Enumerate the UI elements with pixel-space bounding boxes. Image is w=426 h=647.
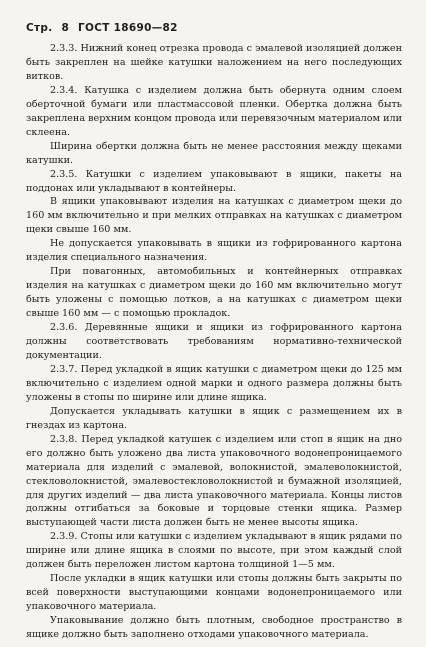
standard-designation: ГОСТ 18690—82 xyxy=(78,22,178,34)
paragraph: Допускается укладывать катушки в ящик с размещением их в гнездах из картона. xyxy=(26,405,402,431)
paragraph: 2.3.3. Нижний конец отрезка провода с эмалевой изоляцией должен быть закреплен на шейке катушки наложением на него последующих витков. xyxy=(26,43,402,82)
page-prefix: Стр. xyxy=(26,22,53,34)
paragraph: Не допускается упаковывать в ящики из гофрированного картона изделия специального назначения. xyxy=(26,238,402,264)
paragraph: Ширина обертки должна быть не менее расстояния между щеками катушки. xyxy=(26,140,402,166)
paragraph: 2.3.9. Стопы или катушки с изделием укладывают в ящик рядами по ширине или длине ящика в слоями по высоте, при этом каждый слой должен быть переложен листом картона толщиной 1—5 мм. xyxy=(26,531,402,571)
paragraph: При повагонных, автомобильных и контейнерных отправках изделия на катушках с диаметром щеки до 160 мм включительно могут быть уложены с помощью лотков, а на катушках с диаметром щеки свыше 160 мм — с помощью прокладок. xyxy=(26,266,402,320)
paragraph: В ящики упаковывают изделия на катушках с диаметром щеки до 160 мм включительно и при мелких отправках на катушках с диаметром щеки свыше 160 мм. xyxy=(26,196,402,236)
paragraph: Упаковывание должно быть плотным, свободное пространство в ящике должно быть заполнено отходами упаковочного материала. xyxy=(26,615,402,641)
page-header xyxy=(26,22,402,36)
paragraph: После укладки в ящик катушки или стопы должны быть закрыты по всей поверхности выступающими концами водонепроницаемого или упаковочного материала. xyxy=(26,573,402,613)
paragraph: 2.3.8. Перед укладкой катушек с изделием или стоп в ящик на дно его должно быть уложено два листа упаковочного водонепроницаемого материала для изделий с эмалевой, волокнистой, эмалеволокнистой, стекловолокнистой, эмалевостекловолокнистой и бумажной изоляцией, для других изделий — два листа упаковочного материала. Концы листов должны отгибаться за боковые и торцовые стенки ящика. Размер выступающей части листа должен быть не менее высоты ящика. xyxy=(26,433,402,529)
paragraph: 2.3.4. Катушка с изделием должна быть обернута одним слоем оберточной бумаги или пластмассовой пленки. Обертка должна быть закреплена верхним концом провода или перевязочным материалом или склеена. xyxy=(26,84,402,138)
paragraph: 2.3.6. Деревянные ящики и ящики из гофрированного картона должны соответствовать требованиям нормативно-технической документации. xyxy=(26,322,402,361)
document-body xyxy=(26,42,402,642)
page-number: 8 xyxy=(61,22,70,34)
paragraph: 2.3.5. Катушки с изделием упаковывают в ящики, пакеты на поддонах или укладывают в контейнеры. xyxy=(26,168,402,194)
paragraph: 2.3.7. Перед укладкой в ящик катушки с диаметром щеки до 125 мм включительно с изделием одной марки и одного размера должны быть уложены в стопы по ширине или длине ящика. xyxy=(26,363,402,403)
